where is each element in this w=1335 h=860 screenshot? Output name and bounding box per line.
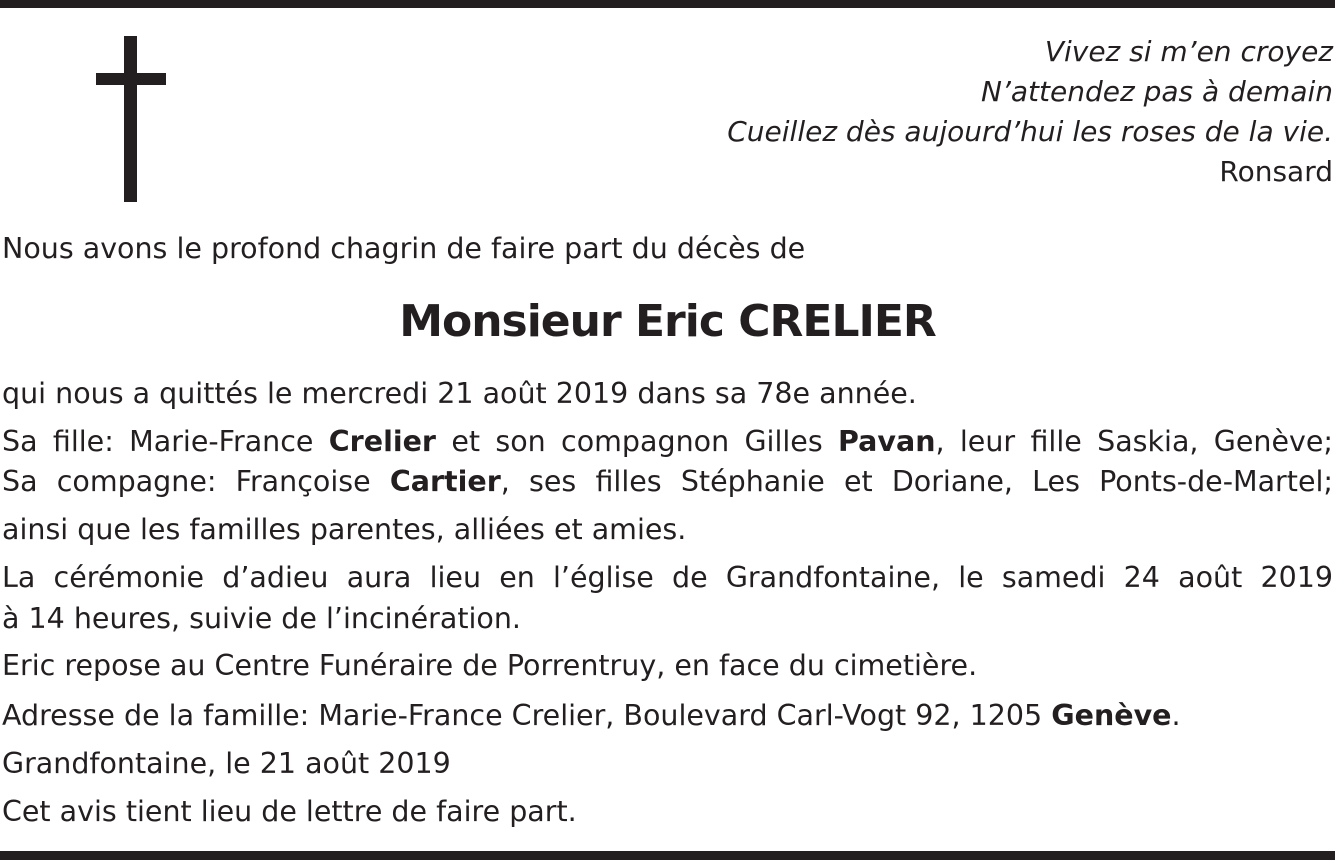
address-city: Genève [1051, 699, 1172, 732]
top-rule [0, 0, 1335, 8]
ceremony-line-2: à 14 heures, suivie de l’incinération. [2, 602, 521, 635]
place-date: Grandfontaine, le 21 août 2019 [2, 747, 451, 780]
passing-text: qui nous a quittés le mercredi 21 août 2019 dans sa 78e année. [2, 377, 917, 410]
surname-pavan: Pavan [838, 425, 936, 458]
family-address: Adresse de la famille: Marie-France Crelier, Boulevard Carl-Vogt 92, 1205 Genève. [2, 699, 1181, 732]
ceremony-line-1: La cérémonie d’adieu aura lieu en l’église de Grandfontaine, le samedi 24 août 2019 [2, 561, 1333, 594]
family-others: ainsi que les familles parentes, alliées et amies. [2, 513, 687, 546]
quote-line-3: Cueillez dès aujourd’hui les roses de la vie. [727, 115, 1333, 148]
quote-author: Ronsard [1219, 155, 1333, 188]
epigraph-quote [727, 32, 1333, 192]
quote-line-1: Vivez si m’en croyez [1044, 35, 1333, 68]
quote-line-2: N’attendez pas à demain [981, 75, 1333, 108]
intro-text: Nous avons le profond chagrin de faire part du décès de [2, 232, 806, 265]
surname-crelier: Crelier [328, 425, 436, 458]
bottom-rule [0, 851, 1335, 860]
deceased-name: Monsieur Eric CRELIER [399, 296, 936, 347]
family-daughter: Sa fille: Marie-France Crelier et son compagnon Gilles Pavan, leur fille Saskia, Genève; [2, 425, 1334, 458]
closing-text: Cet avis tient lieu de lettre de faire part. [2, 795, 577, 828]
surname-cartier: Cartier [389, 465, 501, 498]
rest-text: Eric repose au Centre Funéraire de Porrentruy, en face du cimetière. [2, 649, 978, 682]
cross-icon [96, 36, 166, 202]
family-companion: Sa compagne: Françoise Cartier, ses filles Stéphanie et Doriane, Les Ponts-de-Martel; [2, 465, 1333, 498]
